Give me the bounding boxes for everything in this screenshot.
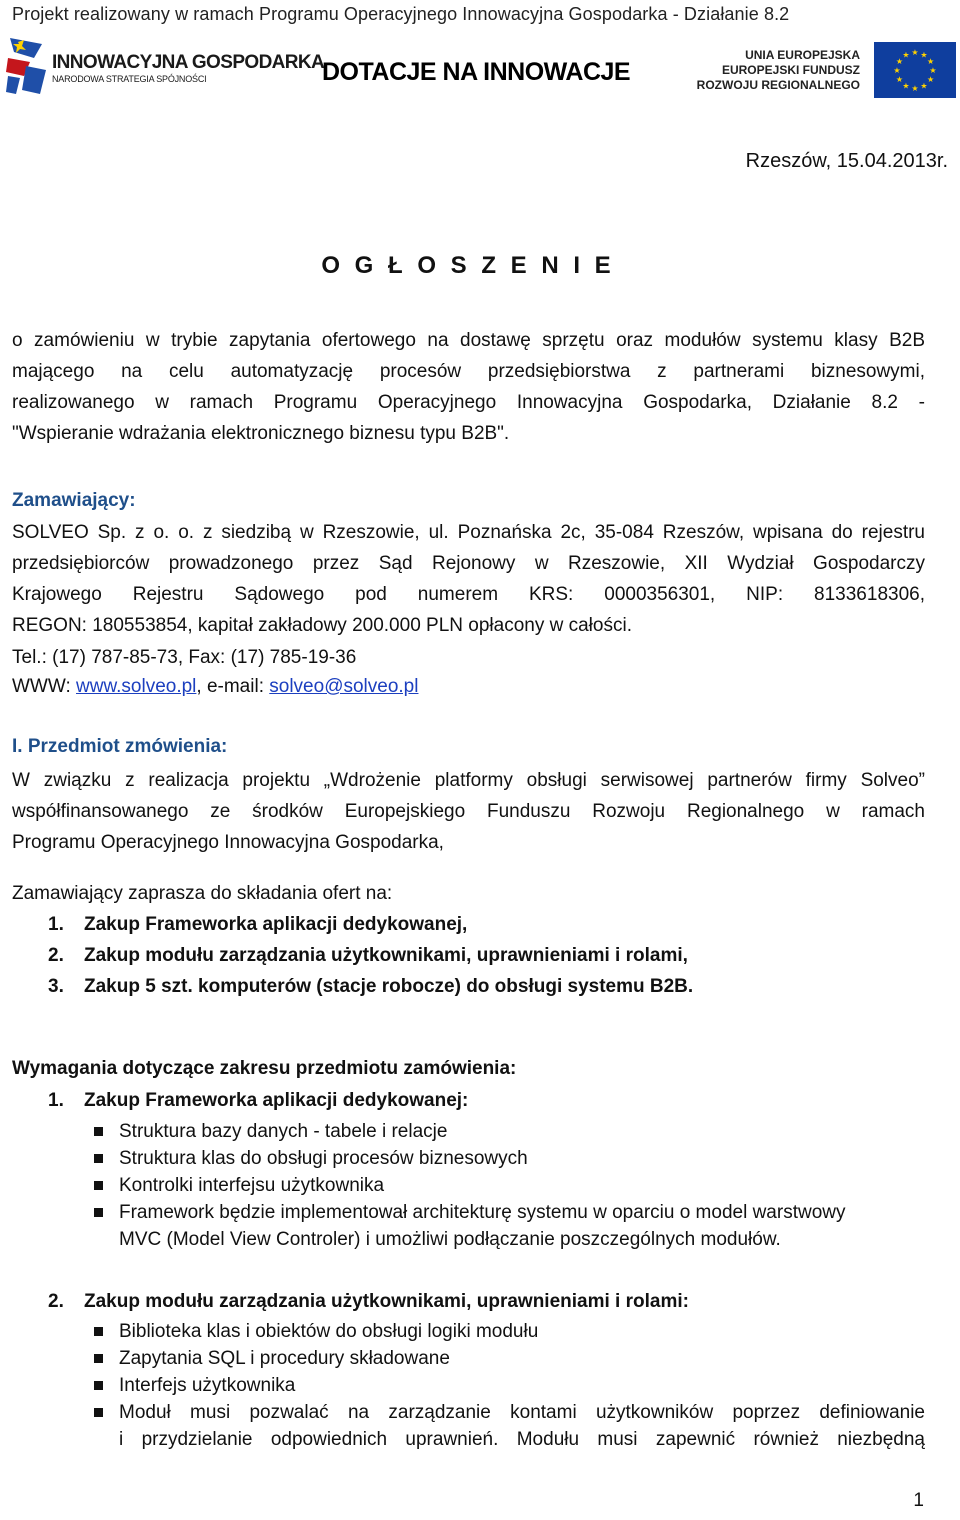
item-number: 3.: [48, 976, 64, 997]
bullet-text: Zapytania SQL i procedury składowane: [119, 1348, 450, 1369]
invitation-line: Zamawiający zaprasza do składania ofert na:: [12, 883, 393, 904]
ordering-party-details: [12, 517, 925, 641]
project-header-line: Projekt realizowany w ramach Programu Operacyjnego Innowacyjna Gospodarka - Działanie 8.2: [12, 4, 790, 24]
subject-line: Programu Operacyjnego Innowacyjna Gospodarka,: [12, 832, 444, 853]
intro-line: mającego na celu automatyzację procesów przedsiębiorstwa z partnerami biznesowymi,: [12, 361, 925, 382]
section-subject: [12, 731, 925, 762]
list-item: [12, 1172, 925, 1199]
item-text: Zakup modułu zarządzania użytkownikami, uprawnieniami i rolami,: [84, 945, 688, 966]
group-title-text: Zakup modułu zarządzania użytkownikami, uprawnieniami i rolami:: [84, 1291, 689, 1312]
intro-paragraph: [12, 325, 925, 449]
eu-star-icon: ★: [902, 81, 910, 91]
intro-line: o zamówieniu w trybie zapytania ofertowego na dostawę sprzętu oraz modułów systemu klasy B2B: [12, 330, 925, 351]
website-link[interactable]: www.solveo.pl: [76, 676, 197, 697]
contact-info: [12, 643, 925, 701]
ig-logo-subtitle: NARODOWA STRATEGIA SPÓJNOŚCI: [52, 74, 207, 84]
square-bullet-icon: [94, 1408, 103, 1417]
bullet-text: i przydzielanie odpowiednich uprawnień. Modułu musi zapewnić również niezbędną: [119, 1429, 925, 1450]
details-line: REGON: 180553854, kapitał zakładowy 200.000 PLN opłacony w całości.: [12, 615, 632, 636]
eu-star-icon: ★: [911, 84, 919, 93]
requirements-group-2: [12, 1286, 925, 1317]
bullet-text: Interfejs użytkownika: [119, 1375, 296, 1396]
group-2-bullets: [12, 1318, 925, 1453]
eu-fund-label: [697, 48, 860, 93]
group-number: 1.: [48, 1090, 64, 1111]
list-item: [12, 971, 925, 1002]
list-item: [12, 1318, 925, 1345]
list-item: [12, 940, 925, 971]
group-number: 2.: [48, 1291, 64, 1312]
phone-fax: Tel.: (17) 787-85-73, Fax: (17) 785-19-36: [12, 647, 357, 668]
list-item: [12, 909, 925, 940]
web-email-line: [12, 672, 925, 701]
eu-star-icon: ★: [927, 57, 935, 66]
email-label: , e-mail:: [196, 676, 270, 697]
list-item: [12, 1145, 925, 1172]
document-title: O G Ł O S Z E N I E: [321, 252, 615, 279]
item-number: 2.: [48, 945, 64, 966]
eu-flag-icon: [874, 42, 956, 98]
square-bullet-icon: [94, 1381, 103, 1390]
square-bullet-icon: [94, 1208, 103, 1217]
group-title-text: Zakup Frameworka aplikacji dedykowanej:: [84, 1090, 469, 1111]
bullet-list: [12, 1118, 925, 1253]
invitation-text: [12, 878, 925, 909]
bullet-text: MVC (Model View Controler) i umożliwi podłączanie poszczególnych modułów.: [119, 1229, 781, 1250]
eu-star-icon: ★: [895, 75, 903, 84]
bullet-list: [12, 1318, 925, 1453]
details-line: przedsiębiorców prowadzonego przez Sąd Rejonowy w Rzeszowie, XII Wydział Gospodarczy: [12, 553, 925, 574]
subject-line: współfinansowanego ze środków Europejskiego Funduszu Rozwoju Regionalnego w ramach: [12, 801, 925, 822]
square-bullet-icon: [94, 1327, 103, 1336]
eu-label-line2: EUROPEJSKI FUNDUSZ: [721, 63, 860, 77]
square-bullet-icon: [94, 1181, 103, 1190]
ordering-party-section: [12, 485, 925, 516]
bullet-text: Kontrolki interfejsu użytkownika: [119, 1175, 385, 1196]
eu-star-icon: ★: [911, 48, 919, 57]
group-2-title: [12, 1286, 925, 1317]
requirements-heading: Wymagania dotyczące zakresu przedmiotu zamówienia:: [12, 1058, 517, 1079]
list-item: [12, 1118, 925, 1145]
group-1-title: [12, 1085, 925, 1116]
item-text: Zakup 5 szt. komputerów (stacje robocze) do obsługi systemu B2B.: [84, 976, 694, 997]
details-line: Krajowego Rejestru Sądowego pod numerem KRS: 0000356301, NIP: 8133618306,: [12, 584, 925, 605]
bullet-text: Framework będzie implementował architekturę systemu w oparciu o model warstwowy: [119, 1202, 846, 1223]
eu-star-icon: ★: [902, 50, 910, 60]
eu-star-icon: ★: [893, 66, 901, 75]
intro-line: "Wspieranie wdrażania elektronicznego biznesu typu B2B".: [12, 423, 510, 444]
bullet-text: Struktura bazy danych - tabele i relacje: [119, 1121, 448, 1142]
header-center-title: DOTACJE NA INNOWACJE: [322, 58, 631, 86]
eu-label-line3: ROZWOJU REGIONALNEGO: [696, 78, 860, 92]
list-item: [12, 1399, 925, 1453]
subject-line: W związku z realizacja projektu „Wdrożenie platformy obsługi serwisowej partnerów firmy Solveo”: [12, 770, 925, 791]
eu-star-icon: ★: [929, 66, 937, 75]
order-items: [12, 909, 925, 1002]
eu-star-icon: ★: [895, 57, 903, 66]
square-bullet-icon: [94, 1154, 103, 1163]
square-bullet-icon: [94, 1127, 103, 1136]
bullet-text: Moduł musi pozwalać na zarządzanie kontami użytkowników poprzez definiowanie: [119, 1402, 925, 1423]
requirements-group-1: [12, 1085, 925, 1116]
ig-emblem-icon: [4, 36, 48, 98]
details-line: SOLVEO Sp. z o. o. z siedzibą w Rzeszowie, ul. Poznańska 2c, 35-084 Rzeszów, wpisana do rejestru: [12, 522, 925, 543]
eu-star-icon: ★: [920, 81, 928, 91]
eu-star-icon: ★: [920, 50, 928, 60]
eu-star-icon: ★: [927, 75, 935, 84]
innowacyjna-gospodarka-logo: [4, 36, 325, 98]
bullet-text: Biblioteka klas i obiektów do obsługi logiki modułu: [119, 1321, 539, 1342]
email-link[interactable]: solveo@solveo.pl: [269, 676, 419, 697]
eu-label-line1: UNIA EUROPEJSKA: [745, 48, 860, 62]
document-date: Rzeszów, 15.04.2013r.: [745, 150, 948, 172]
list-item: [12, 1199, 925, 1253]
subject-heading: I. Przedmiot zmówienia:: [12, 736, 228, 757]
intro-line: realizowanego w ramach Programu Operacyjnego Innowacyjna Gospodarka, Działanie 8.2 -: [12, 392, 925, 413]
page-number: 1: [913, 1490, 924, 1511]
bullet-text: Struktura klas do obsługi procesów biznesowych: [119, 1148, 528, 1169]
item-text: Zakup Frameworka aplikacji dedykowanej,: [84, 914, 468, 935]
ig-logo-title: INNOWACYJNA GOSPODARKA: [52, 52, 325, 73]
requirements-section: [12, 1053, 925, 1084]
order-items-list: [12, 909, 925, 1002]
item-number: 1.: [48, 914, 64, 935]
www-label: WWW:: [12, 676, 77, 697]
group-1-bullets: [12, 1118, 925, 1253]
list-item: [12, 1345, 925, 1372]
list-item: [12, 1372, 925, 1399]
square-bullet-icon: [94, 1354, 103, 1363]
subject-paragraph: [12, 765, 925, 858]
ordering-party-heading: Zamawiający:: [12, 490, 136, 511]
